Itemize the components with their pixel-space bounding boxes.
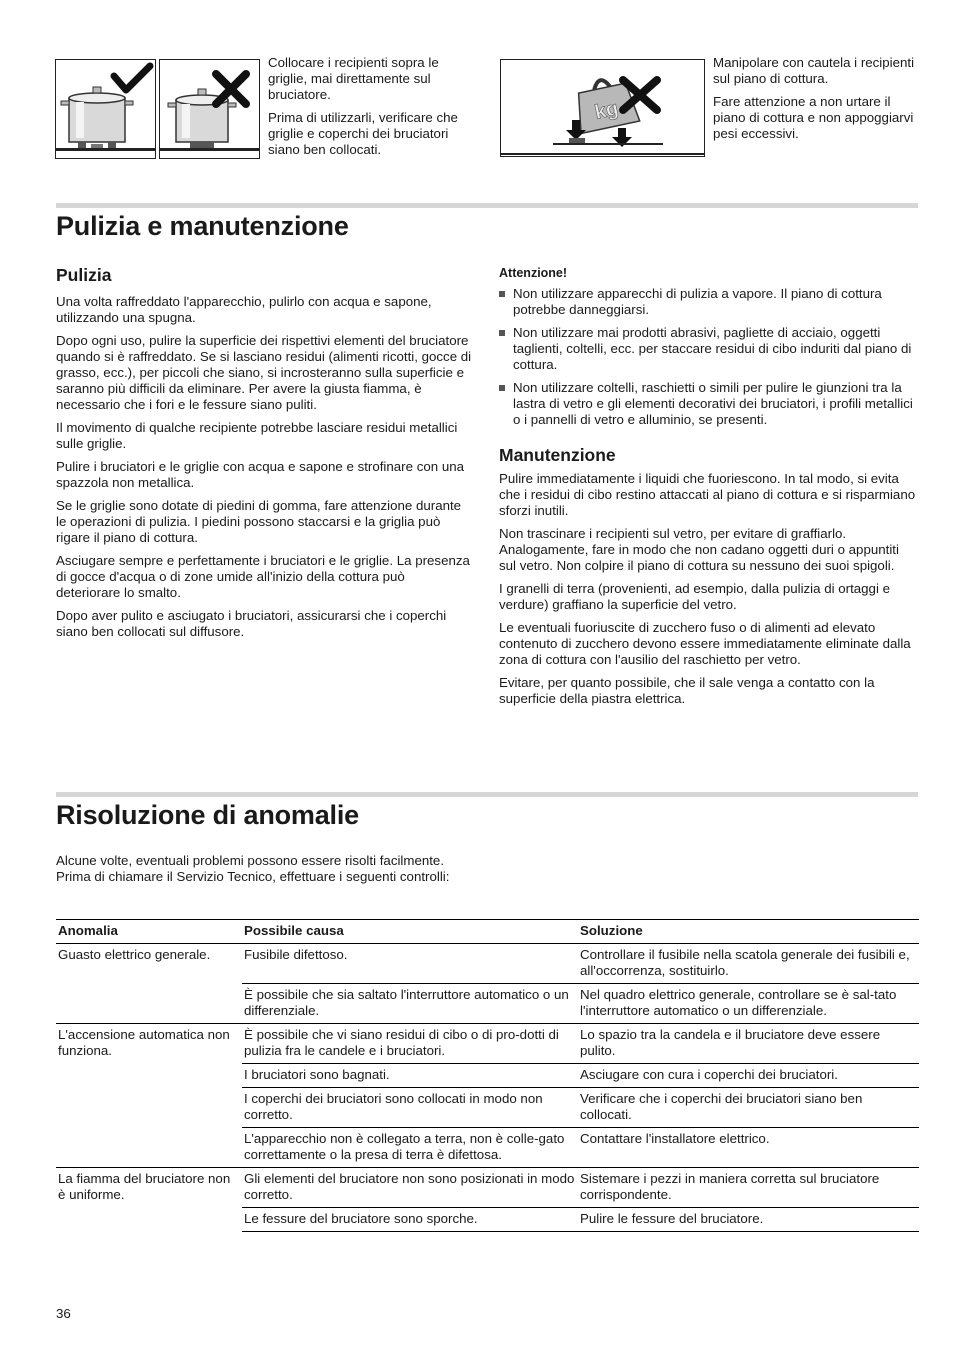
warning-bullet [499,325,917,373]
warning-bullet-text: Non utilizzare mai prodotti abrasivi, pagliette di acciaio, oggetti taglienti, coltelli, ecc. per staccare residui di cibo induriti dal piano di cottura. [513,325,912,372]
section-title-pulizia-manutenzione: Pulizia e manutenzione [56,211,349,241]
section-title-risoluzione: Risoluzione di anomalie [56,800,359,830]
figure-pot-on-burner-wrong [159,59,260,159]
cause-cell: I coperchi dei bruciatori sono collocati in modo non corretto. [242,1088,578,1128]
solution-cell: Nel quadro elettrico generale, controllare se è sal-tato l'interruttore automatico o un differenziale. [578,984,919,1024]
pulizia-paragraph: Asciugare sempre e perfettamente i bruciatori e le griglie. La presenza di gocce d'acqua o di zone umide all'inizio della cottura può deteriorare lo smalto. [56,553,470,600]
subheading-pulizia: Pulizia [56,265,112,285]
top-right-paragraph: Manipolare con cautela i recipienti sul piano di cottura. [713,55,915,86]
column-header: Soluzione [578,920,919,944]
solution-cell: Contattare l'installatore elettrico. [578,1128,919,1168]
cause-cell: È possibile che sia saltato l'interruttore automatico o un differenziale. [242,984,578,1024]
solution-cell: Lo spazio tra la candela e il bruciatore deve essere pulito. [578,1024,919,1064]
warning-bullet-text: Non utilizzare apparecchi di pulizia a vapore. Il piano di cottura potrebbe danneggiarsi. [513,286,882,317]
pot-check-illustration [56,60,155,158]
attenzione-label: Attenzione! [499,266,568,280]
subheading-manutenzione: Manutenzione [499,445,616,465]
attenzione-block [499,265,917,435]
pulizia-paragraph: Una volta raffreddato l'apparecchio, pulirlo con acqua e sapone, utilizzando una spugna. [56,294,432,325]
anomaly-cell: La fiamma del bruciatore non è uniforme. [56,1168,242,1232]
solution-cell: Controllare il fusibile nella scatola generale dei fusibili e, all'occorrenza, sostituirlo. [580,947,910,978]
section-divider [56,792,918,797]
troubleshooting-intro: Alcune volte, eventuali problemi possono essere risolti facilmente. Prima di chiamare il Servizio Tecnico, effettuare i seguenti controlli: [56,853,450,884]
check-icon [114,66,150,90]
solution-cell: Asciugare con cura i coperchi dei bruciatori. [578,1064,919,1088]
top-left-paragraph: Collocare i recipienti sopra le griglie, mai direttamente sul bruciatore. [268,55,439,102]
anomaly-cell: L'accensione automatica non funziona. [56,1024,242,1168]
pulizia-paragraph: Dopo ogni uso, pulire la superficie dei rispettivi elementi del bruciatore quando si è raffreddato. Se si lasciano residui (alimenti ricotti, gocce di grasso, ecc.), per piccoli che siano, si incrosteranno sulla superficie e saranno più difficili da eliminare. Per avere la giusta fiamma, è necessario che i fori e le fessure siano puliti. [56,333,472,412]
top-left-paragraph: Prima di utilizzarli, verificare che griglie e coperchi dei bruciatori siano ben collocati. [268,110,458,157]
manutenzione-paragraph: Non trascinare i recipienti sul vetro, per evitare di graffiarlo. Analogamente, fare in modo che non cadano oggetti duri o appuntiti sul vetro. Non colpire il piano di cottura su nessuno dei suoi spigoli. [499,526,899,573]
table-row [56,1024,919,1064]
solution-cell: Pulire le fessure del bruciatore. [578,1208,919,1232]
cause-cell: I bruciatori sono bagnati. [242,1064,578,1088]
top-right-paragraph: Fare attenzione a non urtare il piano di cottura e non appoggiarvi pesi eccessivi. [713,94,914,141]
cause-cell: È possibile che vi siano residui di cibo o di pro-dotti di pulizia fra le candele e i bruciatori. [242,1024,578,1064]
bullet-square-icon [499,291,505,297]
manutenzione-body [499,471,917,714]
cause-cell: Le fessure del bruciatore sono sporche. [242,1208,578,1232]
solution-cell: Sistemare i pezzi in maniera corretta sul bruciatore corrispondente. [578,1168,919,1208]
manutenzione-paragraph: Evitare, per quanto possibile, che il sale venga a contatto con la superficie della piastra elettrica. [499,675,875,706]
manutenzione-paragraph: Le eventuali fuoriuscite di zucchero fuso o di alimenti ad elevato contenuto di zucchero devono essere immediatamente eliminate dalla zona di cottura con l'ausilio del raschietto per vetro. [499,620,911,667]
figure-weight-on-hob-wrong [500,59,705,157]
warning-bullet-text: Non utilizzare coltelli, raschietti o simili per pulire le giunzioni tra la lastra di vetro e gli elementi decorativi dei bruciatori, i profili metallici o i pannelli di vetro e alluminio, se presenti. [513,380,913,427]
anomaly-cell: Guasto elettrico generale. [58,947,211,962]
pulizia-paragraph: Se le griglie sono dotate di piedini di gomma, fare attenzione durante le operazioni di pulizia. I piedini possono staccarsi e la griglia può rigare il piano di cottura. [56,498,462,545]
pulizia-body [56,294,472,647]
pulizia-paragraph: Dopo aver pulito e asciugato i bruciatori, assicurarsi che i coperchi siano ben collocati sul diffusore. [56,608,447,639]
manutenzione-paragraph: Pulire immediatamente i liquidi che fuoriescono. In tal modo, si evita che i residui di cibo restino attaccati al piano di cottura e si risparmiano sforzi inutili. [499,471,916,518]
section-divider [56,203,918,208]
pulizia-paragraph: Il movimento di qualche recipiente potrebbe lasciare residui metallici sulle griglie. [56,420,458,451]
troubleshooting-table [56,919,919,1232]
cause-cell: L'apparecchio non è collegato a terra, non è colle-gato correttamente o la presa di terra è difettosa. [242,1128,578,1168]
figure-pot-on-grate-correct [55,59,156,159]
solution-cell: Verificare che i coperchi dei bruciatori siano ben collocati. [578,1088,919,1128]
warning-bullet [499,380,917,428]
top-right-text [713,55,918,149]
weight-illustration [501,60,704,156]
pot-cross-illustration [160,60,259,158]
top-left-text [268,55,473,165]
table-row [56,1168,919,1208]
cross-icon [216,74,246,104]
table-header-row [56,920,919,944]
cause-cell: Gli elementi del bruciatore non sono posizionati in modo corretto. [242,1168,578,1208]
warning-bullet [499,286,917,318]
column-header: Anomalia [56,920,242,944]
pulizia-paragraph: Pulire i bruciatori e le griglie con acqua e sapone e strofinare con una spazzola non metallica. [56,459,465,490]
bullet-square-icon [499,385,505,391]
cause-cell: Fusibile difettoso. [244,947,348,962]
weight-label: kg [592,97,621,124]
column-header: Possibile causa [242,920,578,944]
page-number: 36 [56,1306,71,1321]
bullet-square-icon [499,330,505,336]
table-row [56,944,919,984]
manutenzione-paragraph: I granelli di terra (provenienti, ad esempio, dalla pulizia di ortaggi e verdure) graffiano la superficie del vetro. [499,581,890,612]
